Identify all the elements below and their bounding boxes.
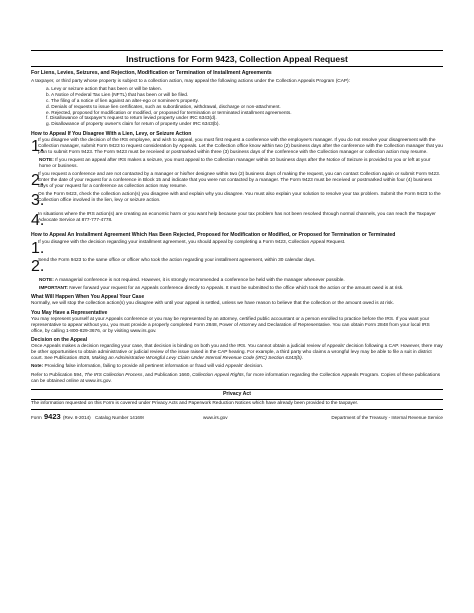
numbered-item [31, 138, 443, 156]
note-paragraph [31, 158, 443, 170]
section-heading-lien-levy: How to Appeal If You Disagree With a Lien, Levy, or Seizure Action [31, 130, 192, 137]
note-label: Note: [31, 364, 44, 370]
department-name: Department of the Treasury - Internal Revenue Service [331, 415, 443, 421]
numbered-item [31, 212, 443, 230]
page-subtitle: For Liens, Levies, Seizures, and Rejection, Modification or Termination of Installment Agreements [31, 70, 272, 76]
numbered-item [31, 240, 443, 258]
section-heading-decision: Decision on the Appeal [31, 337, 88, 344]
page-footer [31, 410, 443, 421]
section-heading-what-happens: What Will Happen When You Appeal Your Case [31, 293, 145, 300]
important-label: IMPORTANT: [39, 285, 68, 291]
item-number: 3. [31, 191, 45, 209]
section-heading-installment: How to Appeal An Installment Agreement Which Has Been Rejected, Proposed for Modification or Modified, or Proposed for Termination or Terminated [31, 232, 396, 239]
publication-title: Collection Appeal Rights [192, 373, 244, 379]
action-item: e. Rejected, proposed for modification or modified, or proposed for termination or terminated installment agreements. [46, 110, 292, 116]
item-number: 4. [31, 211, 45, 229]
section-text: You may represent yourself at your Appeals conference or you may be represented by an attorney, certified public accountant or a person enrolled to practice before the IRS. If you want your representative to appear without you, you must provide a properly completed Form 2848, Power of Attorney and Declaration of Representative. You can obtain Form 2848 from your local IRS office, by calling 1-800-829-3676, or by visiting www.irs.gov. [31, 316, 430, 334]
form-identifier [31, 412, 201, 421]
section-heading-representative: You May Have a Representative [31, 309, 108, 316]
intro-text: A taxpayer, or third party whose property is subject to a collection action, may appeal the following actions under the Collection Appeals Program (CAP): [31, 79, 350, 84]
title-rule [31, 66, 443, 67]
item-text: On the Form 9423, check the collection action(s) you disagree with and explain why you disagree. You must also explain your solution to resolve your tax problem. Submit the Form 9423 to the Collection office involved in the lien, levy or seizure action. [38, 191, 441, 203]
action-item: d. Denials of requests to issue lien certificates, such as subordination, withdrawal, discharge or non-attachment. [46, 104, 281, 110]
section-text [31, 344, 443, 362]
action-item: a. Levy or seizure action that has been or will be taken. [46, 86, 162, 92]
action-item: f. Disallowance of taxpayer's request to return levied property under IRC 6343(d). [46, 116, 217, 122]
item-text: Send the Form 9423 to the same office or officer who took the action regarding your installment agreement, within 30 calendar days. [38, 257, 316, 263]
instructions-page [31, 50, 443, 421]
action-item: c. The filing of a notice of lien against an alter-ego or nominee's property. [46, 98, 199, 104]
form-number: 9423 [44, 412, 61, 422]
numbered-item [31, 172, 443, 190]
refer-paragraph [31, 373, 443, 385]
important-paragraph [31, 286, 443, 292]
item-text: In situations where the IRS action(s) are creating an economic harm or you want help because your tax problem has not been resolved through normal channels, you can reach the Taxpayer Advocate Service at 877-777-4778. [38, 211, 436, 223]
publication-title: Making an Administrative Wrongful Levy Claim Under Internal Revenue Code (IRC) Section 6343(b). [91, 356, 304, 362]
action-item: g. Disallowance of property owner's claim for return of property under IRC 6343(b). [46, 122, 220, 128]
item-number: 1. [31, 138, 45, 156]
note-text: If you request an appeal after IRS makes a seizure, you must appeal to the Collection manager within 10 business days after the Notice of Seizure is provided to you or left at your home or business. [39, 158, 431, 169]
page-title: Instructions for Form 9423, Collection Appeal Request [126, 54, 348, 64]
actions-list [31, 87, 443, 128]
item-number: 1. [31, 239, 45, 257]
item-text: If you request a conference and are not contacted by a manager or his/her designee within two (2) business days of making the request, you can contact Collection again or submit Form 9423. Enter the date of your request for a conference in Block 15 and indicate that you were not contacted by a manager. The Form 9423 must be received or postmarked within four (4) business days of your request for a conference as collection action may resume. [38, 171, 441, 189]
publication-title: The IRS Collection Process [84, 373, 143, 379]
action-item: b. A Notice of Federal Tax Lien (NFTL) that has been or will be filed. [46, 92, 189, 98]
item-number: 2. [31, 257, 45, 275]
note-text: A managerial conference is not required. However, it is strongly recommended a conference be held with the manager whenever possible. [53, 277, 345, 283]
numbered-item [31, 258, 443, 276]
item-number: 2. [31, 171, 45, 189]
note-label: NOTE: [39, 277, 54, 283]
note-paragraph [31, 364, 443, 370]
item-text: If you disagree with the decision regarding your installment agreement, you should appeal by completing a Form 9423, Collection Appeal Request. [38, 239, 346, 245]
refer-text: , and Publication 1660, [142, 373, 193, 379]
note-label: NOTE: [39, 158, 54, 164]
website-link[interactable]: www.irs.gov [203, 415, 228, 421]
refer-text: , for more information regarding the Collection Appeals Program. Copies of these publications can be obtained online at www.irs.gov. [31, 373, 441, 385]
important-text: Never forward your request for an Appeals conference directly to Appeals. It must be submitted to the office which took the action or the amount owed is at risk. [67, 285, 404, 291]
form-label: Form [31, 415, 42, 421]
privacy-text: The information requested on this Form is covered under Privacy Acts and Paperwork Reduction Notices which have already been provided to the taxpayer. [31, 401, 359, 407]
privacy-heading: Privacy Act [222, 391, 252, 398]
decision-text: Once Appeals makes a decision regarding your case, that decision is binding on both you and the IRS. You cannot obtain a judicial review of Appeals' decision following a CAP. However, there may be other opportunities to obtain administrative or judicial review of the issue raised in the CAP hearing. For example, a third party who claims a wrongful levy may be able to file a suit in district court. See Publication 4528, [31, 344, 443, 362]
catalog-number: Catalog Number 14169I [95, 415, 144, 421]
numbered-item [31, 192, 443, 210]
note-text: Providing false information, failing to provide all pertinent information or fraud will void Appeals' decision. [43, 364, 264, 370]
revision-date: (Rev. 8-2014) [62, 415, 91, 421]
note-paragraph [31, 278, 443, 284]
item-text: If you disagree with the decision of the IRS employee, and wish to appeal, you must first request a conference with the employee's manager. If you do not resolve your disagreement with the Collection manager, submit Form 9423 to request consideration by Appeals. Let the Collection office know within two (2) business days after the conference with the Collection manager that you plan to submit Form 9423. The Form 9423 must be received or postmarked within three (3) business days of the conference with the Collection manager or collection action may resume. [38, 138, 443, 155]
refer-text: Refer to Publication 594, [31, 373, 85, 379]
section-text: Normally, we will stop the collection action(s) you disagree with until your appeal is settled, unless we have reason to believe that the collection or the amount owed is at risk. [31, 301, 394, 307]
